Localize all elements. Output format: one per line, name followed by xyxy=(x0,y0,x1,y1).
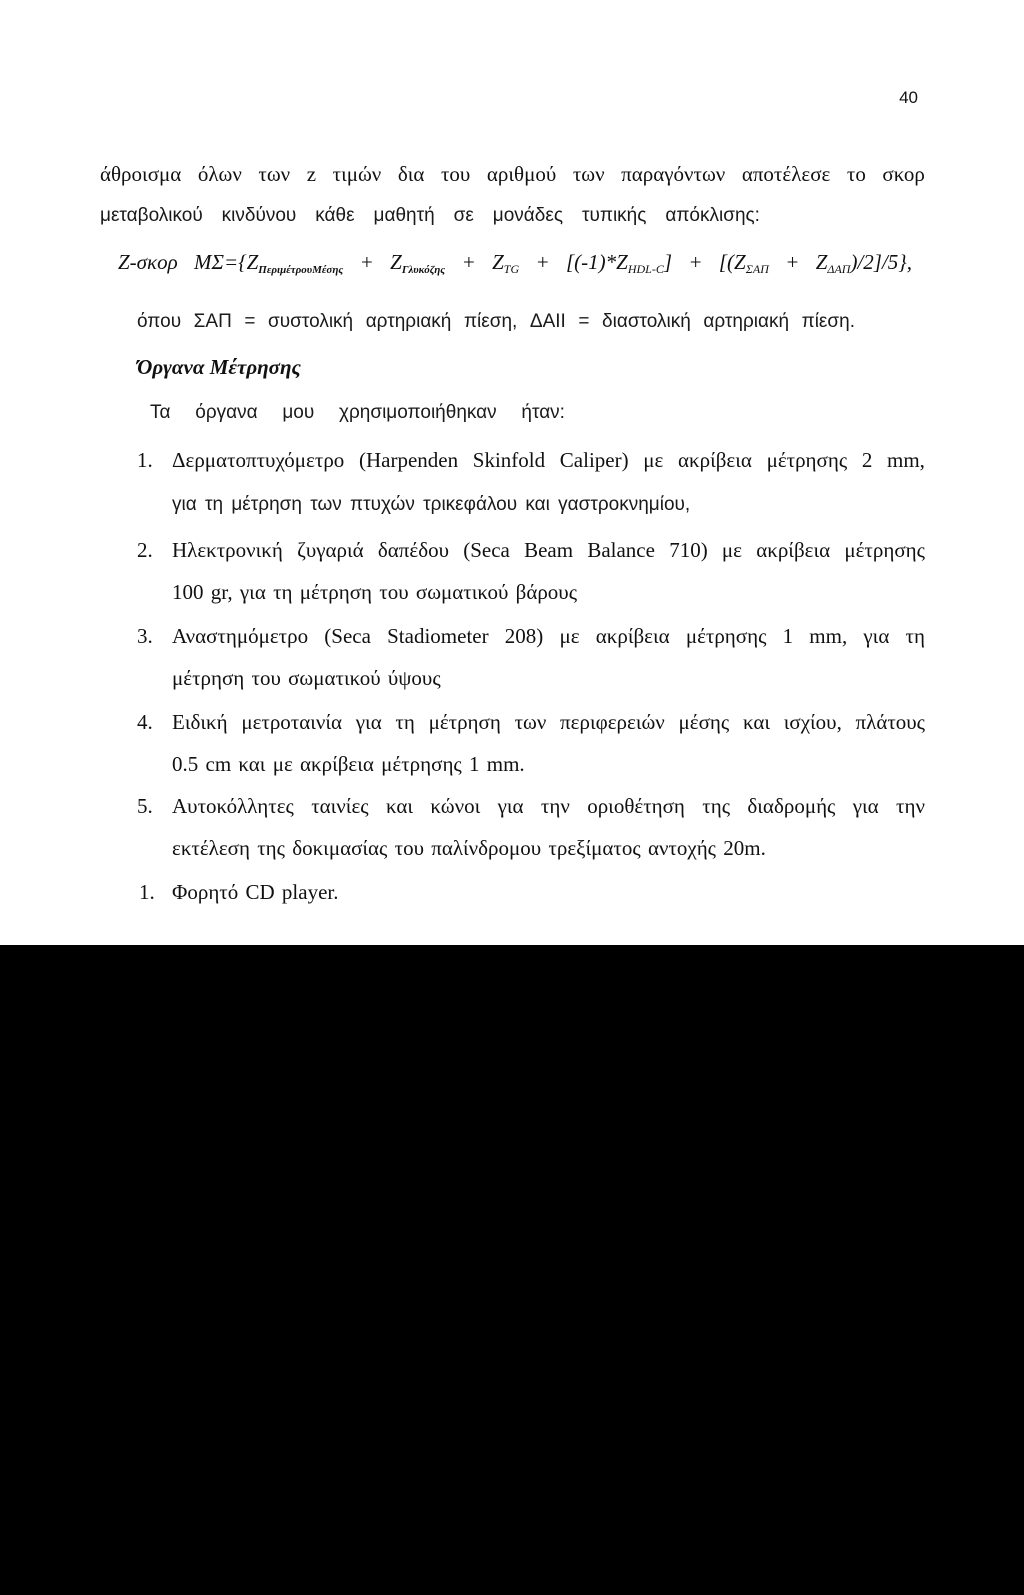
word: όλων xyxy=(197,162,242,186)
word: mm, xyxy=(887,448,925,472)
word: (Seca xyxy=(463,538,510,562)
word: άθροισμα xyxy=(100,162,182,186)
word: χρησιμοποιήθηκαν xyxy=(339,402,497,423)
word: διαδρομής xyxy=(747,794,836,818)
word: ακρίβεια xyxy=(595,624,670,648)
word: για xyxy=(852,794,879,818)
word: κώνοι xyxy=(430,794,481,818)
word: Skinfold xyxy=(472,448,546,472)
word: = xyxy=(244,311,256,332)
list-item-number: 4. xyxy=(137,710,153,734)
word: μαθητή xyxy=(373,205,435,226)
word: το xyxy=(846,162,866,186)
word: ζυγαριά xyxy=(297,538,364,562)
word: μεταβολικού xyxy=(100,205,203,226)
abbreviation-definitions xyxy=(137,309,855,335)
word: Τα xyxy=(150,402,171,423)
section-heading: Όργανα Μέτρησης xyxy=(137,355,301,379)
list-item-continuation: 100 gr, για τη μέτρηση του σωματικού βάρους xyxy=(172,580,578,604)
formula-token: $Z_{\Delta A\Pi})/2]/5$}, xyxy=(815,250,912,276)
word: μέτρησης xyxy=(844,538,925,562)
word: μέτρησης xyxy=(685,624,767,648)
word: των xyxy=(514,710,547,734)
list-item-text xyxy=(172,447,925,473)
word: όπου xyxy=(137,311,182,332)
word: των xyxy=(258,162,291,186)
word: δια xyxy=(397,162,425,186)
word: του xyxy=(440,162,471,186)
list-item-continuation: εκτέλεση της δοκιμασίας του παλίνδρομου τρεξίματος αντοχής 20m. xyxy=(172,836,766,860)
list-item-continuation: μέτρηση του σωματικού ύψους xyxy=(172,666,441,690)
formula-token: $M\Sigma=\{Z_{\Pi\varepsilon\rho\iota\mu έ\tau\rho o\upsilon Mέ\sigma\eta\varsigma}$ xyxy=(194,250,344,276)
word: τυπικής xyxy=(581,205,647,226)
word: σκορ xyxy=(882,162,925,186)
word: περιφερειών xyxy=(560,710,665,734)
formula-token: Z-σκορ xyxy=(118,250,178,274)
word: Αυτοκόλλητες xyxy=(172,794,294,818)
word: απόκλισης: xyxy=(665,205,760,226)
formula-operator: + xyxy=(535,250,550,274)
word: μονάδες xyxy=(492,205,563,226)
word: ήταν: xyxy=(521,402,565,423)
list-item-number: 3. xyxy=(137,624,153,648)
metabolic-risk-formula xyxy=(118,249,912,275)
word: Balance xyxy=(587,538,655,562)
word: για xyxy=(863,624,890,648)
word: (Seca xyxy=(324,624,371,648)
word: της xyxy=(702,794,731,818)
word: = xyxy=(578,311,590,332)
word: πίεση. xyxy=(801,311,855,332)
word: (Harpenden xyxy=(358,448,459,472)
list-item-text xyxy=(172,537,925,563)
formula-operator: + xyxy=(688,250,703,274)
word: ΣΑΠ xyxy=(193,311,232,332)
word: Αναστημόμετρο xyxy=(172,624,309,648)
formula-operator: + xyxy=(785,250,800,274)
word: με xyxy=(559,624,580,648)
word: των xyxy=(572,162,605,186)
word: την xyxy=(540,794,570,818)
formula-token: [($Z_{\Sigma A\Pi}$ xyxy=(718,250,769,276)
list-item-number: 1. xyxy=(137,448,153,472)
word: δαπέδου xyxy=(377,538,449,562)
word: μέσης xyxy=(678,710,730,734)
section-intro xyxy=(150,400,565,426)
word: αρτηριακή xyxy=(365,311,452,332)
list-item-continuation: για τη μέτρηση των πτυχών τρικεφάλου και γαστροκνημίου, xyxy=(172,494,691,515)
intro-line-2 xyxy=(100,203,760,229)
list-item-continuation: 0.5 cm και με ακρίβεια μέτρησης 1 mm. xyxy=(172,752,525,776)
word: τη xyxy=(395,710,415,734)
formula-operator: + xyxy=(461,250,476,274)
word: 710) xyxy=(669,538,708,562)
intro-line-1 xyxy=(100,161,925,187)
page-number: 40 xyxy=(899,88,918,107)
list-item-text: Φορητό CD player. xyxy=(172,880,339,904)
word: Ειδική xyxy=(172,710,228,734)
word: αριθμού xyxy=(486,162,557,186)
word: Δερματοπτυχόμετρο xyxy=(172,448,345,472)
list-item-text xyxy=(172,793,925,819)
word: και xyxy=(742,710,771,734)
list-item-text xyxy=(172,623,925,649)
formula-token: $Z_{TG}$ xyxy=(492,250,520,276)
word: με xyxy=(643,448,664,472)
word: 2 xyxy=(861,448,873,472)
word: ΔΑΙΙ xyxy=(529,311,566,332)
word: 208) xyxy=(504,624,544,648)
word: ακρίβεια xyxy=(678,448,752,472)
word: mm, xyxy=(809,624,848,648)
list-item-number: 2. xyxy=(137,538,153,562)
word: Ηλεκτρονική xyxy=(172,538,283,562)
word: ταινίες xyxy=(311,794,369,818)
word: αποτέλεσε xyxy=(741,162,831,186)
formula-token: $Z_{\Gamma\lambda\upsilon\kappa ό\zeta\eta\varsigma}$ xyxy=(390,250,446,276)
word: κάθε xyxy=(315,205,355,226)
word: για xyxy=(355,710,382,734)
word: παραγόντων xyxy=(621,162,726,186)
word: Caliper) xyxy=(559,448,629,472)
list-item-number: 1. xyxy=(139,880,155,904)
word: μέτρηση xyxy=(428,710,501,734)
word: συστολική xyxy=(268,311,354,332)
word: τιμών xyxy=(332,162,382,186)
word: Beam xyxy=(524,538,574,562)
word: μέτρησης xyxy=(766,448,848,472)
word: οριοθέτηση xyxy=(587,794,685,818)
word: 1 xyxy=(782,624,794,648)
word: ισχίου, xyxy=(783,710,842,734)
formula-operator: + xyxy=(359,250,374,274)
word: σε xyxy=(453,205,474,226)
word: τη xyxy=(905,624,925,648)
list-item-text xyxy=(172,709,925,735)
word: μου xyxy=(282,402,315,423)
word: και xyxy=(385,794,414,818)
word: μετροταινία xyxy=(241,710,343,734)
word: την xyxy=(896,794,925,818)
word: με xyxy=(721,538,742,562)
word: z xyxy=(306,162,317,186)
word: πλάτους xyxy=(855,710,925,734)
word: διαστολική xyxy=(602,311,691,332)
word: Stadiometer xyxy=(387,624,489,648)
formula-token: $[(-1)*Z_{HDL-C}]$ xyxy=(565,250,673,276)
word: κινδύνου xyxy=(221,205,297,226)
word: όργανα xyxy=(195,402,258,423)
word: αρτηριακή xyxy=(703,311,790,332)
word: για xyxy=(497,794,524,818)
word: ακρίβεια xyxy=(756,538,831,562)
list-item-number: 5. xyxy=(137,794,153,818)
word: πίεση, xyxy=(463,311,518,332)
